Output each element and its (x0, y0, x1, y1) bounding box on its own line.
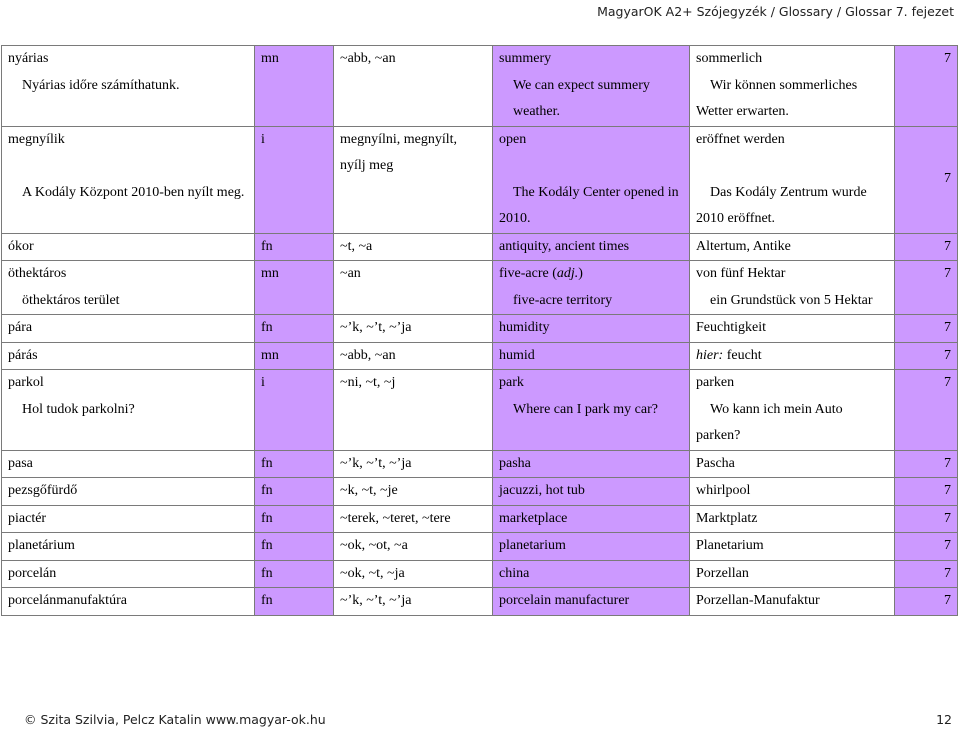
german-cell: Altertum, Antike (690, 233, 895, 261)
english-cell: humid (493, 342, 690, 370)
forms-cell: ~terek, ~teret, ~tere (334, 505, 493, 533)
german-example: Wir können sommerliches Wetter erwarten. (696, 77, 858, 119)
english-cell: jacuzzi, hot tub (493, 478, 690, 506)
forms-cell: ~’k, ~’t, ~’ja (334, 588, 493, 616)
hungarian-cell: planetárium (2, 533, 255, 561)
hungarian-cell: ókor (2, 233, 255, 261)
pos-cell: fn (255, 233, 334, 261)
english-cell: porcelain manufacturer (493, 588, 690, 616)
hungarian-cell: pezsgőfürdő (2, 478, 255, 506)
hungarian-cell: pára (2, 315, 255, 343)
german-cell: von fünf Hektar ein Grundstück von 5 Hektar (690, 261, 895, 315)
pos-cell: fn (255, 450, 334, 478)
english-example: five-acre territory (513, 292, 613, 308)
forms-cell: ~t, ~a (334, 233, 493, 261)
german-cell: hier: feucht (690, 342, 895, 370)
hungarian-cell (2, 46, 255, 127)
pos-cell: fn (255, 560, 334, 588)
english-cell: marketplace (493, 505, 690, 533)
pos-cell: fn (255, 588, 334, 616)
pos-cell: mn (255, 46, 334, 127)
chapter-cell: 7 (895, 126, 958, 233)
forms-cell: ~ok, ~ot, ~a (334, 533, 493, 561)
page-footer (24, 712, 954, 727)
chapter-cell: 7 (895, 588, 958, 616)
pos-cell: mn (255, 261, 334, 315)
english-cell: open The Kodály Center opened in 2010. (493, 126, 690, 233)
table-row (2, 233, 958, 261)
table-row (2, 450, 958, 478)
chapter-cell: 7 (895, 450, 958, 478)
german-cell: Marktplatz (690, 505, 895, 533)
pos-cell: mn (255, 342, 334, 370)
english-cell: china (493, 560, 690, 588)
hungarian-example: A Kodály Központ 2010-ben nyílt meg. (22, 184, 245, 200)
chapter-cell: 7 (895, 233, 958, 261)
table-row (2, 560, 958, 588)
table-row (2, 261, 958, 315)
pos-cell: i (255, 370, 334, 451)
table-row (2, 588, 958, 616)
page-header: MagyarOK A2+ Szójegyzék / Glossary / Glossar 7. fejezet (597, 4, 954, 19)
pos-cell: fn (255, 533, 334, 561)
german-example: Wo kann ich mein Auto parken? (696, 401, 843, 443)
headword: megnyílik (8, 131, 65, 147)
chapter-cell: 7 (895, 342, 958, 370)
headword: öthektáros (8, 266, 67, 281)
forms-cell: ~abb, ~an (334, 342, 493, 370)
german-cell: whirlpool (690, 478, 895, 506)
forms-cell: ~an (334, 261, 493, 315)
table-row (2, 315, 958, 343)
forms-cell: megnyílni, megnyílt, nyílj meg (334, 126, 493, 233)
english-example: The Kodály Center opened in 2010. (499, 184, 679, 226)
german-cell: Planetarium (690, 533, 895, 561)
forms-cell: ~ni, ~t, ~j (334, 370, 493, 451)
german-cell: parken Wo kann ich mein Auto parken? (690, 370, 895, 451)
english-cell: antiquity, ancient times (493, 233, 690, 261)
table-row (2, 505, 958, 533)
hungarian-example: öthektáros terület (22, 292, 120, 308)
hungarian-cell: porcelán (2, 560, 255, 588)
german-cell: eröffnet werden Das Kodály Zentrum wurde 2010 eröffnet. (690, 126, 895, 233)
chapter-cell: 7 (895, 560, 958, 588)
english-example: We can expect summery weather. (513, 77, 650, 119)
headword: nyárias (8, 51, 49, 66)
english-cell: five-acre (adj.) five-acre territory (493, 261, 690, 315)
hungarian-cell: porcelánmanufaktúra (2, 588, 255, 616)
pos-cell: fn (255, 315, 334, 343)
table-row (2, 342, 958, 370)
hungarian-cell (2, 261, 255, 315)
headword: parkol (8, 375, 44, 390)
hungarian-cell: pasa (2, 450, 255, 478)
hungarian-cell: párás (2, 342, 255, 370)
table-row (2, 46, 958, 127)
english-cell: humidity (493, 315, 690, 343)
german-example: Das Kodály Zentrum wurde 2010 eröffnet. (696, 184, 867, 226)
table-row (2, 126, 958, 233)
german-example: ein Grundstück von 5 Hektar (710, 292, 873, 308)
forms-cell: ~abb, ~an (334, 46, 493, 127)
english-cell: summery We can expect summery weather. (493, 46, 690, 127)
chapter-cell: 7 (895, 533, 958, 561)
english-example: Where can I park my car? (513, 401, 658, 417)
english-cell: planetarium (493, 533, 690, 561)
forms-cell: ~ok, ~t, ~ja (334, 560, 493, 588)
german-cell: Porzellan (690, 560, 895, 588)
german-cell: Feuchtigkeit (690, 315, 895, 343)
chapter-cell: 7 (895, 370, 958, 451)
page-number: 12 (936, 712, 952, 727)
hungarian-cell (2, 126, 255, 233)
german-cell: Porzellan-Manufaktur (690, 588, 895, 616)
forms-cell: ~’k, ~’t, ~’ja (334, 315, 493, 343)
german-cell: Pascha (690, 450, 895, 478)
pos-cell: fn (255, 505, 334, 533)
glossary-table (1, 45, 958, 616)
hungarian-cell (2, 370, 255, 451)
table-row (2, 478, 958, 506)
chapter-cell: 7 (895, 46, 958, 127)
pos-cell: i (255, 126, 334, 233)
hungarian-example: Hol tudok parkolni? (22, 401, 135, 417)
table-row (2, 370, 958, 451)
table-row (2, 533, 958, 561)
chapter-cell: 7 (895, 261, 958, 315)
forms-cell: ~k, ~t, ~je (334, 478, 493, 506)
copyright-text: © Szita Szilvia, Pelcz Katalin www.magyar-ok.hu (24, 712, 326, 727)
pos-cell: fn (255, 478, 334, 506)
english-cell: pasha (493, 450, 690, 478)
chapter-cell: 7 (895, 478, 958, 506)
chapter-cell: 7 (895, 505, 958, 533)
english-cell: park Where can I park my car? (493, 370, 690, 451)
chapter-cell: 7 (895, 315, 958, 343)
forms-cell: ~’k, ~’t, ~’ja (334, 450, 493, 478)
hungarian-example: Nyárias időre számíthatunk. (22, 77, 180, 93)
german-cell: sommerlich Wir können sommerliches Wetter erwarten. (690, 46, 895, 127)
hungarian-cell: piactér (2, 505, 255, 533)
